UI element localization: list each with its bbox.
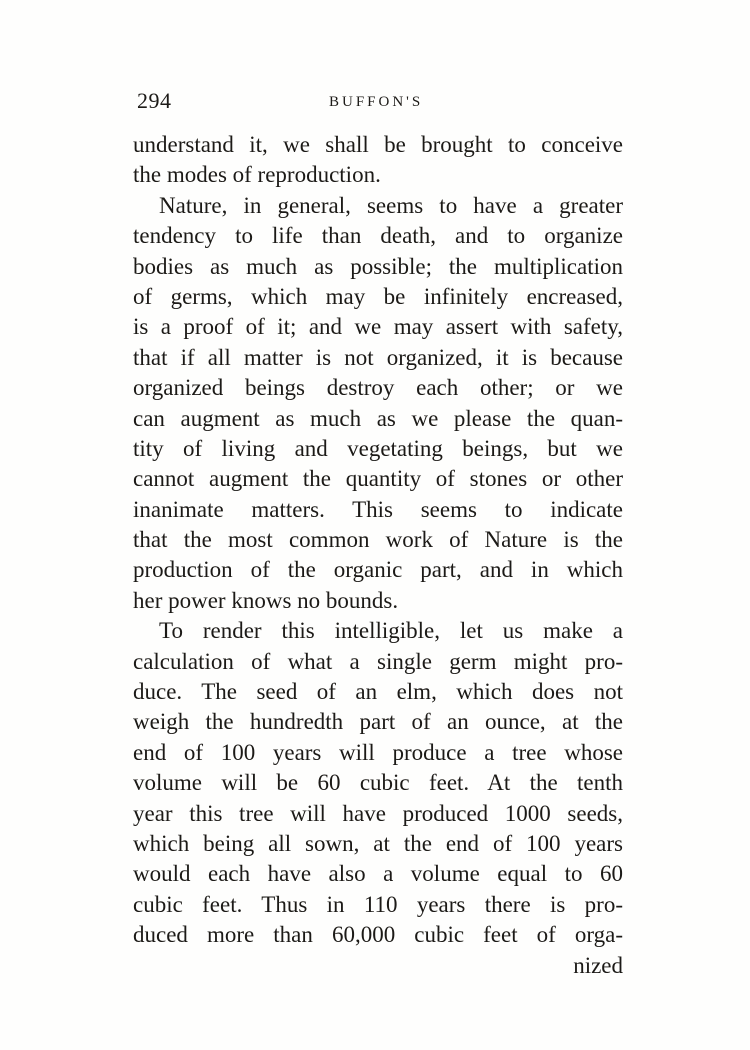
text-line: calculation of what a single germ might pro- bbox=[133, 648, 623, 674]
catchword: nized bbox=[573, 952, 623, 978]
text-line: would each have also a volume equal to 60 bbox=[133, 861, 623, 887]
text-line: can augment as much as we please the quan- bbox=[133, 405, 623, 431]
text-line: cubic feet. Thus in 110 years there is pro- bbox=[133, 891, 623, 917]
text-line: production of the organic part, and in which bbox=[133, 557, 623, 583]
text-line: her power knows no bounds. bbox=[133, 587, 399, 613]
running-head bbox=[137, 88, 627, 118]
text-line: inanimate matters. This seems to indicate bbox=[133, 496, 623, 522]
text-line: which being all sown, at the end of 100 years bbox=[133, 830, 623, 856]
text-line: To render this intelligible, let us make a bbox=[159, 618, 623, 644]
page-number: 294 bbox=[137, 88, 172, 113]
text-line: is a proof of it; and we may assert with safety, bbox=[133, 314, 623, 340]
text-line: duce. The seed of an elm, which does not bbox=[133, 679, 623, 705]
text-line: volume will be 60 cubic feet. At the tenth bbox=[133, 770, 623, 796]
text-line: that if all matter is not organized, it is because bbox=[133, 344, 623, 370]
text-line: understand it, we shall be brought to conceive bbox=[133, 132, 623, 157]
text-line: duced more than 60,000 cubic feet of orga- bbox=[133, 922, 623, 948]
text-line: end of 100 years will produce a tree whose bbox=[133, 739, 623, 765]
text-line: tity of living and vegetating beings, but we bbox=[133, 435, 623, 461]
text-line: weigh the hundredth part of an ounce, at the bbox=[133, 709, 623, 735]
body-text bbox=[133, 130, 623, 981]
text-line: year this tree will have produced 1000 seeds, bbox=[133, 800, 623, 826]
text-line: bodies as much as possible; the multiplication bbox=[133, 253, 623, 279]
text-line: cannot augment the quantity of stones or other bbox=[133, 466, 623, 492]
text-line: of germs, which may be infinitely encreased, bbox=[133, 283, 623, 309]
text-line: that the most common work of Nature is the bbox=[133, 527, 623, 553]
text-line: Nature, in general, seems to have a greater bbox=[159, 192, 623, 218]
text-line: the modes of reproduction. bbox=[133, 162, 381, 188]
text-line: tendency to life than death, and to organize bbox=[133, 223, 623, 249]
running-title: BUFFON'S bbox=[329, 94, 424, 110]
text-line: organized beings destroy each other; or we bbox=[133, 375, 623, 401]
